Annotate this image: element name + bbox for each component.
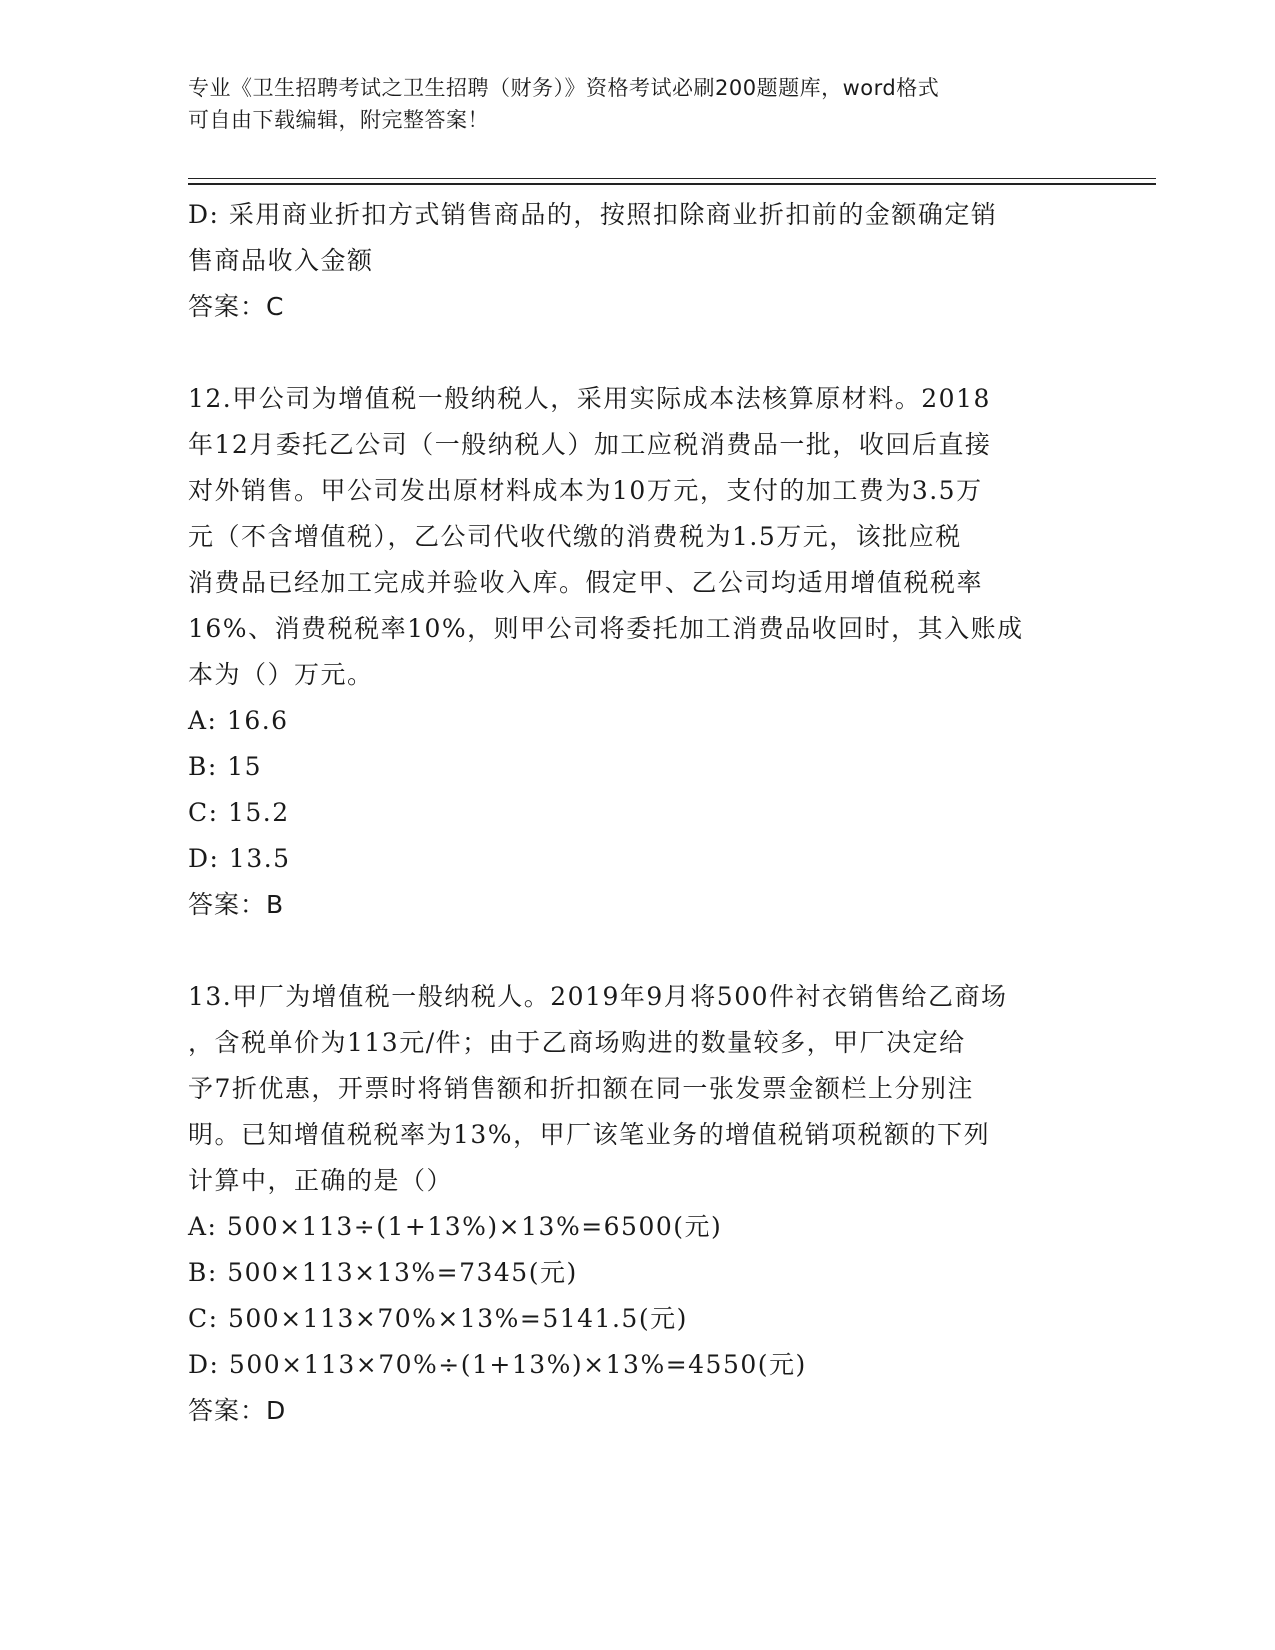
option-d-line: D: 采用商业折扣方式销售商品的，按照扣除商业折扣前的金额确定销 [188,200,998,229]
option-d: D: 13.5 [188,844,291,873]
option-c: C: 500×113×70%×13%=5141.5(元) [188,1304,688,1333]
header-title-line-2: 可自由下载编辑，附完整答案！ [188,108,489,132]
header-divider-thick [188,183,1156,185]
option-a: A: 500×113÷(1+13%)×13%=6500(元) [188,1212,723,1241]
question-stem-line: 16%、消费税税率10%，则甲公司将委托加工消费品收回时，其入账成 [188,614,1024,643]
question-stem-line: 计算中，正确的是（） [188,1166,454,1195]
option-c: C: 15.2 [188,798,290,827]
option-a: A: 16.6 [188,706,289,735]
document-body [188,192,1088,1434]
question-stem-line: 予7折优惠，开票时将销售额和折扣额在同一张发票金额栏上分别注 [188,1074,974,1103]
option-b: B: 15 [188,752,263,781]
question-12 [188,376,1088,928]
option-b: B: 500×113×13%=7345(元) [188,1258,578,1287]
question-stem-line: 13.甲厂为增值税一般纳税人。2019年9月将500件衬衣销售给乙商场 [188,982,1008,1011]
question-11-tail [188,192,1088,330]
answer-line: 答案：C [188,292,285,321]
spacer [188,928,1088,974]
option-d-line: 售商品收入金额 [188,246,374,275]
question-stem-line: 本为（）万元。 [188,660,374,689]
answer-line: 答案：B [188,890,285,919]
answer-line: 答案：D [188,1396,287,1425]
header-title-line-1: 专业《卫生招聘考试之卫生招聘（财务）》资格考试必刷200题题库，word格式 [188,76,940,100]
question-stem-line: 年12月委托乙公司（一般纳税人）加工应税消费品一批，收回后直接 [188,430,992,459]
document-header [188,72,1088,136]
question-stem-line: ，含税单价为113元/件；由于乙商场购进的数量较多，甲厂决定给 [188,1028,966,1057]
option-d: D: 500×113×70%÷(1+13%)×13%=4550(元) [188,1350,807,1379]
header-divider-thin [188,178,1156,179]
question-stem-line: 元（不含增值税），乙公司代收代缴的消费税为1.5万元，该批应税 [188,522,962,551]
question-stem-line: 对外销售。甲公司发出原材料成本为10万元，支付的加工费为3.5万 [188,476,983,505]
question-stem-line: 消费品已经加工完成并验收入库。假定甲、乙公司均适用增值税税率 [188,568,984,597]
question-stem-line: 明。已知增值税税率为13%，甲厂该笔业务的增值税销项税额的下列 [188,1120,991,1149]
question-stem-line: 12.甲公司为增值税一般纳税人，采用实际成本法核算原材料。2018 [188,384,991,413]
question-13 [188,974,1088,1434]
spacer [188,330,1088,376]
